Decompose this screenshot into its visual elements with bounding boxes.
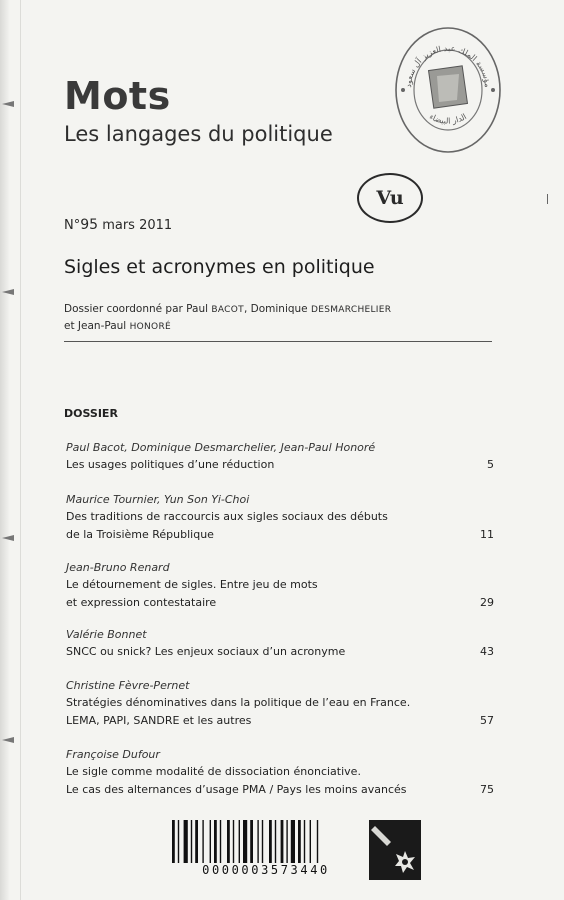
barcode-bar (269, 820, 272, 864)
barcode-bar (214, 820, 217, 864)
toc-entry (66, 678, 494, 730)
toc-title-line: Le sigle comme modalité de dissociation énonciative. (66, 765, 361, 778)
barcode-bar (310, 820, 311, 864)
toc-page-number: 75 (480, 783, 494, 796)
toc-title-line: Stratégies dénominatives dans la politique de l’eau en France. (66, 696, 411, 709)
issue-line (64, 217, 172, 233)
barcode-bar (239, 820, 240, 864)
toc-title-line: et expression contestataire (66, 596, 217, 609)
toc-entry (66, 627, 494, 661)
barcode-bar (243, 820, 247, 864)
barcode-bar (233, 820, 234, 864)
toc-author: Paul Bacot, Dominique Desmarchelier, Jean-Paul Honoré (66, 441, 376, 454)
barcode-bar (178, 820, 179, 864)
coordination-line-2 (64, 320, 171, 332)
barcode-bar (275, 820, 276, 864)
toc-entry (66, 440, 494, 474)
barcode-bar (317, 820, 318, 864)
toc-author: Valérie Bonnet (66, 628, 147, 641)
issue-date: mars 2011 (102, 218, 173, 233)
toc-title-line: LEMA, PAPI, SANDRE et les autres (66, 714, 252, 727)
page-edge-mark (547, 194, 548, 204)
binding-rule (20, 0, 21, 900)
library-stamp-seal (393, 22, 503, 154)
toc-author: Christine Fèvre-Pernet (66, 679, 190, 692)
barcode-bar (250, 820, 253, 864)
section-label: DOSSIER (64, 407, 118, 420)
barcode-bar (304, 820, 305, 864)
toc-page-number: 5 (487, 458, 494, 471)
barcode-bar (172, 820, 175, 864)
binding-staple-mark (2, 100, 14, 108)
toc-author: Maurice Tournier, Yun Son Yi-Choi (66, 493, 250, 506)
library-logo-icon (369, 820, 421, 880)
barcode-bar (184, 820, 188, 864)
page-binding-shadow (0, 0, 10, 900)
coordinator-first-name: Jean-Paul (77, 320, 127, 332)
barcode-bar (220, 820, 221, 864)
toc-title-line: de la Troisième République (66, 528, 214, 541)
svg-text:الدار البيضاء: الدار البيضاء (427, 112, 469, 126)
barcode-bar (262, 820, 263, 864)
toc-title-line: Le cas des alternances d’usage PMA / Pays les moins avancés (66, 783, 407, 796)
toc-page-number: 43 (480, 645, 494, 658)
journal-subtitle: Les langages du politique (64, 122, 333, 146)
issue-number: 95 (80, 217, 99, 233)
barcode-bar (291, 820, 295, 864)
toc-title-line: Les usages politiques d’une réduction (66, 458, 275, 471)
barcode-digits: 0000003573440 (166, 863, 366, 877)
toc-title-line: Des traditions de raccourcis aux sigles sociaux des débuts (66, 510, 388, 523)
coordinator-last-name: DESMARCHELIER (311, 305, 392, 315)
toc-page-number: 57 (480, 714, 494, 727)
dossier-title: Sigles et acronymes en politique (64, 256, 375, 278)
toc-entry (66, 560, 494, 612)
binding-staple-mark (2, 288, 14, 296)
toc-page-number: 11 (480, 528, 494, 541)
coordinator-first-name: Dominique (250, 303, 308, 315)
coordinator-last-name: BACOT (211, 305, 244, 315)
toc-author: Jean-Bruno Renard (66, 561, 170, 574)
journal-title: Mots (64, 74, 171, 118)
barcode-bar (227, 820, 230, 864)
barcode-bar (210, 820, 211, 864)
toc-entry (66, 492, 494, 544)
header-divider (64, 341, 492, 342)
barcode-bar (298, 820, 301, 864)
coordination-lead: Dossier coordonné par Paul (64, 303, 209, 315)
barcode-bar (202, 820, 203, 864)
barcode-bar (257, 820, 258, 864)
coordinator-last-name: HONORÉ (129, 322, 171, 332)
toc-author: Françoise Dufour (66, 748, 160, 761)
coordination-and: et (64, 320, 75, 332)
barcode-bar (195, 820, 198, 864)
svg-text:مؤسسة الملك عبد العزيز آل سعود: مؤسسة الملك عبد العزيز آل سعود (403, 43, 493, 88)
binding-staple-mark (2, 534, 14, 542)
toc-page-number: 29 (480, 596, 494, 609)
barcode-bar (281, 820, 284, 864)
vu-badge: Vu (357, 173, 423, 223)
toc-entry (66, 747, 494, 799)
binding-staple-mark (2, 736, 14, 744)
toc-title-line: Le détournement de sigles. Entre jeu de mots (66, 578, 318, 591)
toc-title-line: SNCC ou snick? Les enjeux sociaux d’un acronyme (66, 645, 346, 658)
coordination-line-1: Dossier coordonné par Paul BACOT, Dominique DESMARCHELIER (64, 303, 392, 315)
issue-prefix: N° (64, 218, 81, 233)
barcode-bar (286, 820, 287, 864)
barcode-bar (191, 820, 192, 864)
